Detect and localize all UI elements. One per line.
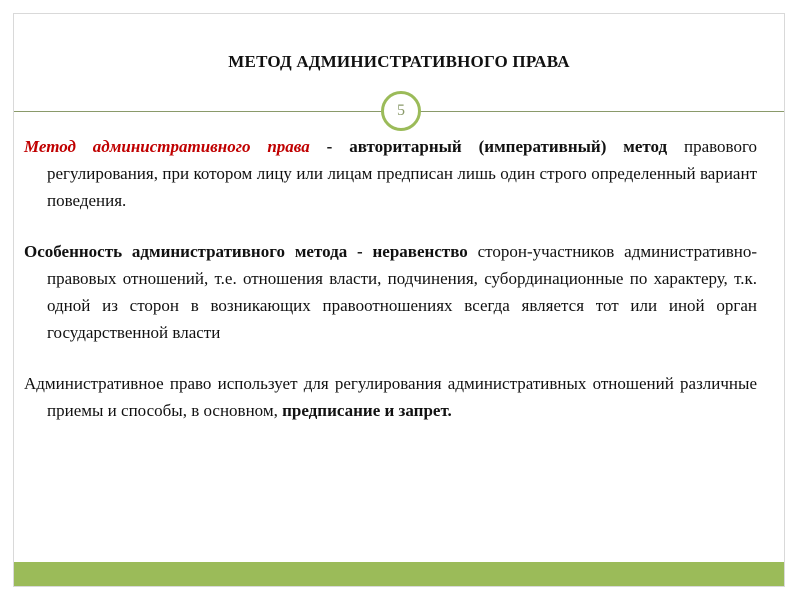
term-highlight: Метод административного права [24, 137, 310, 156]
footer-accent-bar [14, 562, 784, 586]
slide-content [24, 133, 757, 424]
paragraph-text: сторон-участников административно-правовых отношений, т.е. отношения власти, подчинения, субординационные по характеру, т.к. одной из сторон в возникающих правоотношениях всегда является тот или иной орган государственной власти [47, 242, 758, 342]
paragraph-method-feature [24, 238, 757, 346]
slide-number-badge [381, 91, 421, 131]
paragraph-text: правового регулирования, при котором лицу или лицам предписан лишь один строго определенный вариант поведения. [47, 137, 758, 210]
paragraph-techniques [24, 370, 757, 424]
paragraph-method-definition [24, 133, 757, 214]
bold-text: Особенность административного метода - неравенство [24, 242, 468, 261]
slide-title: МЕТОД АДМИНИСТРАТИВНОГО ПРАВА [228, 52, 570, 71]
paragraph-text: Административное право использует для регулирования административных отношений различные приемы и способы, в основном, [24, 374, 757, 420]
bold-text: предписание и запрет. [282, 401, 452, 420]
slide-number: 5 [397, 102, 405, 119]
bold-text: - авторитарный (императивный) метод [309, 137, 668, 156]
